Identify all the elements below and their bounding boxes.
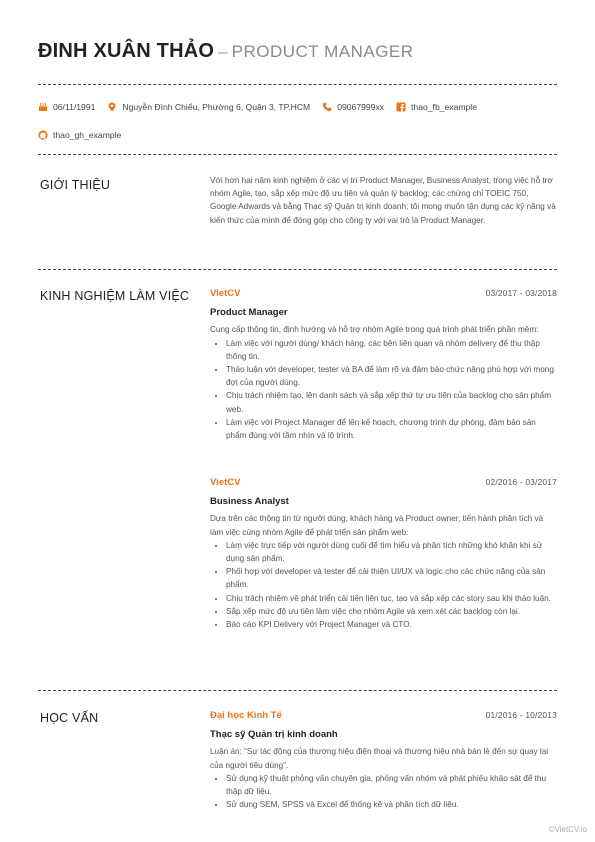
- header-divider: [38, 84, 557, 85]
- list-item: • Phối hợp với developer và tester để cải thiện UI/UX và logic cho các chức năng của sản phẩm.: [226, 565, 557, 591]
- experience-date: 03/2017 - 03/2018: [485, 288, 557, 298]
- section-title-experience: KINH NGHIỆM LÀM VIỆC: [40, 289, 190, 303]
- experience-description: Dựa trên các thông tin từ người dùng, khách hàng và Product owner, tiến hành phân tích và làm việc cùng nhóm Agile để phát triển sản phẩm web:: [210, 514, 544, 537]
- facebook-icon: [396, 102, 406, 112]
- list-item: • Chịu trách nhiệm về phát triển cải tiến liên tục, tạo và sắp xếp các story sau khi thảo luận.: [226, 592, 557, 605]
- phone-icon: [322, 102, 332, 112]
- intro-content: [210, 174, 557, 227]
- education-bullets: [210, 772, 557, 812]
- cake-icon: [38, 102, 48, 112]
- intro-divider: [38, 269, 557, 270]
- section-title-education: HỌC VẤN: [40, 711, 99, 725]
- experience-item: [210, 476, 557, 631]
- list-item: • Chịu trách nhiệm tạo, lên danh sách và sắp xếp thứ tự ưu tiên của backlog cho sản phẩm web.: [226, 389, 557, 415]
- experience-date: 02/2016 - 03/2017: [485, 477, 557, 487]
- list-item: • Sắp xếp mức độ ưu tiên làm việc cho nhóm Agile và xem xét các backlog còn lại.: [226, 605, 557, 618]
- education-date: 01/2016 - 10/2013: [485, 710, 557, 720]
- list-item: • Làm việc trực tiếp với người dùng cuối để tìm hiểu và phân tích những khó khăn khi sử dụng sản phẩm.: [226, 539, 557, 565]
- experience-item-header: [210, 287, 557, 300]
- contact-row-2: [38, 130, 565, 140]
- education-item-header: [210, 709, 557, 722]
- experience-item: [210, 287, 557, 442]
- position-title: Product Manager: [210, 307, 288, 319]
- experience-bullets: [210, 337, 557, 443]
- watermark: ©VietCV.io: [548, 825, 587, 834]
- experience-bullets: [210, 539, 557, 631]
- contact-address: [107, 102, 310, 112]
- list-item: • Sử dụng SEM, SPSS và Excel để thống kê và phân tích dữ liệu.: [226, 798, 557, 811]
- contact-github[interactable]: [38, 130, 121, 140]
- experience-item-header: [210, 476, 557, 489]
- cv-header: [38, 40, 557, 63]
- list-item: • Làm việc với người dùng/ khách hàng, các bên liên quan và nhóm delivery để thu thập thông tin.: [226, 337, 557, 363]
- intro-text: Với hơn hai năm kinh nghiệm ở các vị trí Product Manager, Business Analyst, trong việc hỗ trợ nhóm Agile, tạo, sắp xếp mức độ ưu tiên và quản lý backlog; các chứng chỉ TOEIC 750, Google Adwards và bằng Thạc sỹ Quản trị kinh doanh; tôi mong muốn tận dụng các kỹ năng và kiến thức của mình để đóng góp cho công ty với vai trò là Product Manager.: [210, 176, 556, 225]
- section-title-intro: GIỚI THIỆU: [40, 178, 111, 192]
- github-text: thao_gh_example: [53, 130, 122, 140]
- list-item: • Thảo luận với developer, tester và BA để làm rõ và đảm bảo chức năng phù hợp với mong đợi của người dùng.: [226, 363, 557, 389]
- degree-title: Thạc sỹ Quản trị kinh doanh: [210, 729, 338, 741]
- contact-divider: [38, 154, 557, 155]
- education-item: [210, 709, 557, 811]
- birthday-text: 06/11/1991: [53, 102, 96, 112]
- contact-phone: [322, 102, 384, 112]
- facebook-text: thao_fb_example: [411, 102, 477, 112]
- position-title: Business Analyst: [210, 496, 289, 508]
- address-text: Nguyễn Đình Chiểu, Phường 6, Quận 3, TP.HCM: [122, 102, 311, 112]
- list-item: • Sử dụng kỹ thuật phỏng vấn chuyên gia, phỏng vấn nhóm và phát phiếu khảo sát để thu thập dữ liệu.: [226, 772, 557, 798]
- list-item: • Làm việc với Project Manager để lên kế hoạch, chương trình dự phòng, đảm bảo sản phẩm đúng với tầm nhìn và lộ trình.: [226, 416, 557, 442]
- map-marker-icon: [107, 102, 117, 112]
- contact-birthday: [38, 102, 95, 112]
- list-item: • Báo cáo KPI Delivery với Project Manager và CTO.: [226, 618, 557, 631]
- title-separator: –: [218, 42, 228, 61]
- experience-divider: [38, 690, 557, 691]
- experience-description: Cung cấp thông tin, định hướng và hỗ trợ nhóm Agile trong quá trình phát triển phần mềm:: [210, 325, 539, 335]
- school-name: Đại học Kinh Tế: [210, 710, 282, 721]
- contact-row-1: [38, 102, 565, 112]
- github-icon: [38, 130, 48, 140]
- company-name: VietCV: [210, 288, 241, 299]
- contact-facebook[interactable]: [396, 102, 477, 112]
- company-name: VietCV: [210, 477, 241, 488]
- phone-text: 09067999xx: [337, 102, 385, 112]
- full-name: ĐINH XUÂN THẢO: [38, 40, 215, 62]
- job-title: PRODUCT MANAGER: [231, 42, 414, 61]
- education-description: Luận án: “Sự tác động của thương hiệu điện thoại và thương hiệu nhà bán lẻ đến sự quay lại của người tiêu dùng”.: [210, 747, 549, 770]
